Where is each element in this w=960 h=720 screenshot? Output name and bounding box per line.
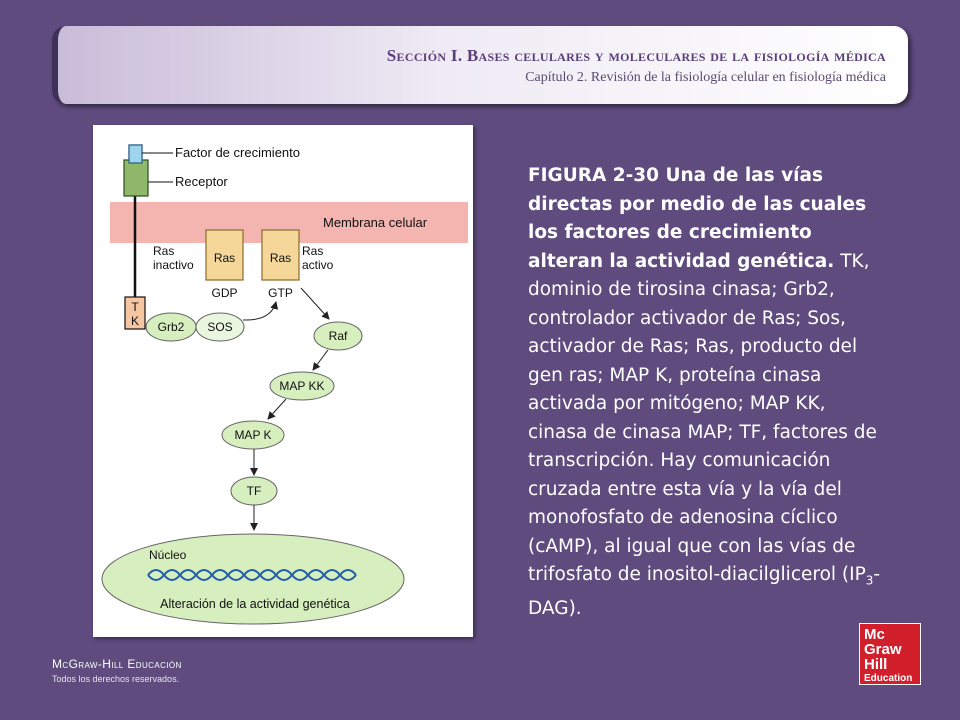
figure-caption bbox=[528, 162, 888, 624]
caption-subscript: 3 bbox=[865, 573, 874, 588]
chapter-subtitle: Capítulo 2. Revisión de la fisiología celular en fisiología médica bbox=[525, 70, 886, 85]
ras-to-raf-arrow bbox=[301, 288, 329, 319]
ras-inactive-label-2: inactivo bbox=[153, 258, 194, 272]
ras-active-label-1: Ras bbox=[302, 244, 324, 258]
logo-line-2: Graw bbox=[864, 641, 902, 658]
receptor-label: Receptor bbox=[175, 174, 228, 189]
raf-label: Raf bbox=[328, 329, 348, 343]
sos-to-ras-arrow bbox=[243, 302, 276, 320]
diagram-svg bbox=[93, 125, 473, 637]
mcgraw-hill-logo bbox=[859, 623, 921, 685]
section-title: Sección I. Bases celulares y moleculares de la fisiología médica bbox=[386, 46, 886, 65]
ras-active-label-2: activo bbox=[302, 258, 334, 272]
nucleus-label: Núcleo bbox=[149, 548, 187, 562]
membrane-label: Membrana celular bbox=[323, 215, 428, 230]
ras-active-box-label: Ras bbox=[269, 251, 292, 265]
footer-brand: McGraw-Hill Educación bbox=[52, 657, 182, 671]
logo-line-1: Mc bbox=[864, 626, 885, 643]
slide-header bbox=[52, 26, 908, 104]
caption-tail: -DAG). bbox=[528, 564, 881, 620]
mapkk-label: MAP KK bbox=[279, 379, 325, 393]
ras-inactive-box-label: Ras bbox=[213, 251, 236, 265]
caption-body: TK, dominio de tirosina cinasa; Grb2, controlador activador de Ras; Sos, activador de Ras; Ras, producto del gen ras; MAP K, proteína cinasa activada por mitógeno; MAP KK, cinasa de cinasa MAP; TF, factores de transcripción. Hay comunicación cruzada entre esta vía y la vía del monofosfato de adenosina cíclico (cAMP), al igual que con las vías de trifosfato de inositol-diacilglicerol (IP bbox=[528, 250, 877, 585]
receptor bbox=[124, 160, 148, 196]
footer-rights: Todos los derechos reservados. bbox=[52, 674, 180, 684]
signaling-diagram bbox=[93, 125, 473, 637]
ras-inactive-label-1: Ras bbox=[153, 244, 175, 258]
sos-label: SOS bbox=[207, 320, 233, 334]
logo-line-4: Education bbox=[864, 673, 913, 684]
gtp-label: GTP bbox=[268, 286, 293, 300]
growth-factor-label: Factor de crecimiento bbox=[175, 145, 300, 160]
gdp-label: GDP bbox=[211, 286, 238, 300]
gene-activity-label: Alteración de la actividad genética bbox=[160, 597, 350, 611]
raf-to-mapkk-arrow bbox=[313, 350, 328, 370]
tf-label: TF bbox=[246, 484, 262, 498]
grb2-label: Grb2 bbox=[157, 320, 185, 334]
logo-line-3: Hill bbox=[864, 656, 888, 673]
tk-label-k: K bbox=[130, 314, 140, 328]
mapkk-to-mapk-arrow bbox=[268, 399, 286, 419]
mapk-label: MAP K bbox=[234, 428, 272, 442]
tk-label-t: T bbox=[131, 300, 139, 314]
caption-title: FIGURA 2-30 Una de las vías directas por medio de las cuales los factores de crecimiento alteran la actividad genética. bbox=[528, 165, 867, 272]
